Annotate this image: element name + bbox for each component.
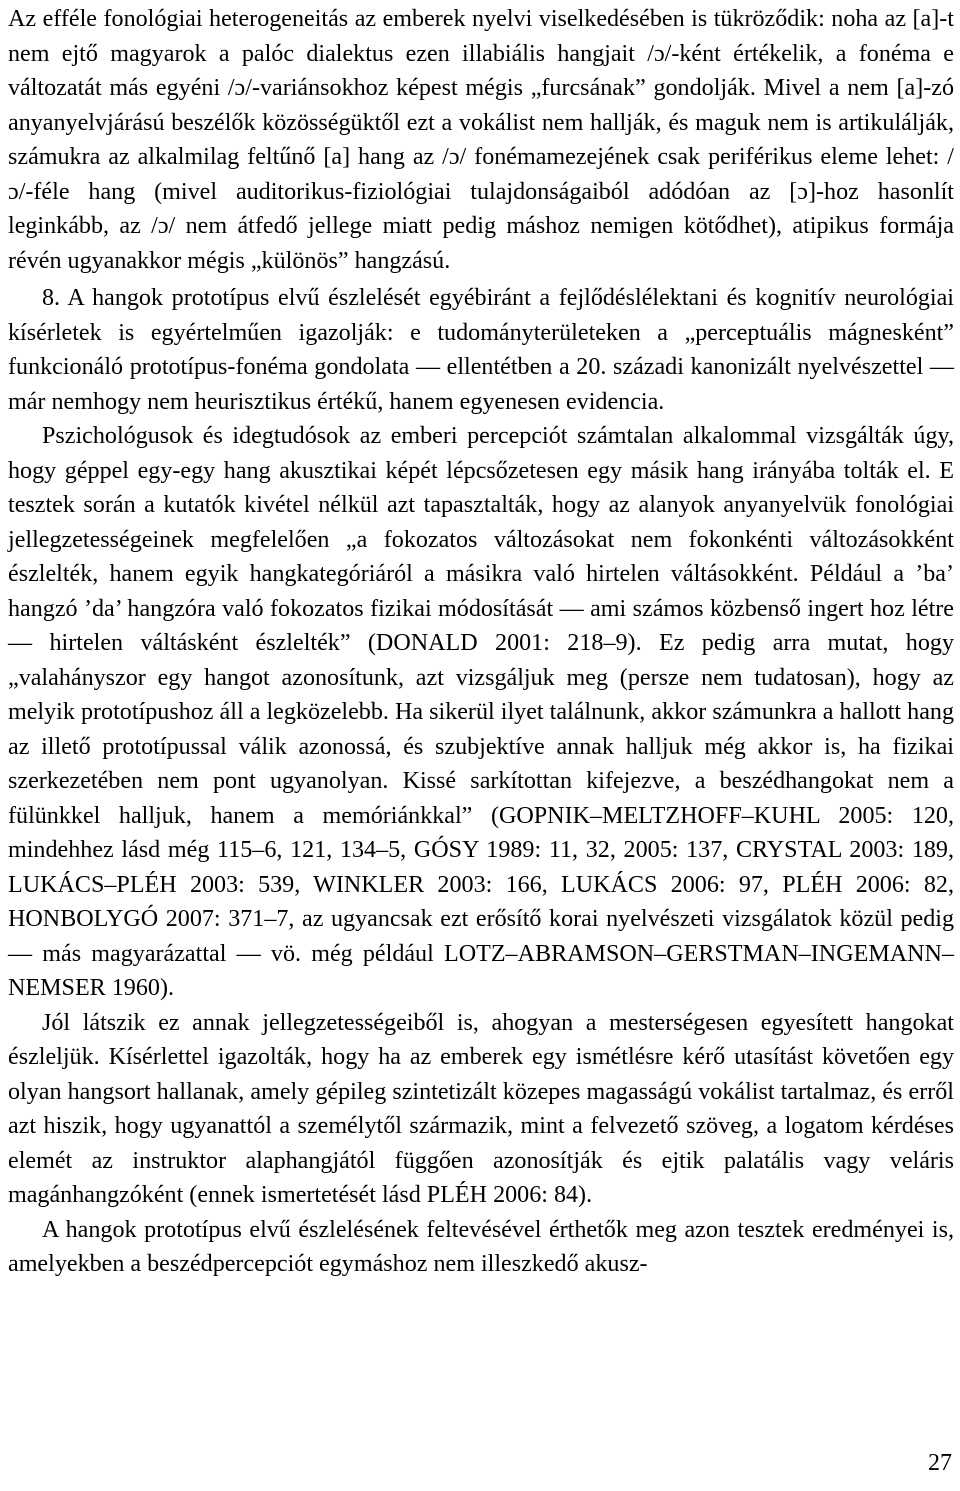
document-page: [8, 2, 954, 1282]
paragraph-1: Az efféle fonológiai heterogeneitás az emberek nyelvi viselkedésében is tükröződik: noha az [a]-t nem ejtő magyarok a palóc dialektus ezen illabiális hangjait /ɔ/-ként értékelik, a fonéma e változatát más egyéni /ɔ/-variánsokhoz képest mégis „furcsának” gondolják. Mivel a nem [a]-zó anyanyelvjárású beszélők közösségüktől ezt a vokálist nem hallják, és maguk nem is artikulálják, számukra az alkalmilag feltűnő [a] hang az /ɔ/ fonémamezejének csak periférikus eleme lehet: /ɔ/-féle hang (mivel auditorikus-fiziológiai tulajdonságaiból adódóan az [ɔ]-hoz hasonlít leginkább, az /ɔ/ nem átfedő jellege miatt pedig máshoz nemigen kötődhet), atipikus formája révén ugyanakkor mégis „különös” hangzású.: [8, 6, 954, 274]
paragraph-3: Pszichológusok és idegtudósok az emberi percepciót számtalan alkalommal vizsgálták úgy, hogy géppel egy-egy hang akusztikai képét lépcsőzetesen egy másik hang irányába tolták el. E tesztek során a kutatók kivétel nélkül azt tapasztalták, hogy az alanyok anyanyelvük fonológiai jellegzetességeinek megfelelően „a fokozatos változásokat nem fokonkénti változásokként észlelték, hanem egyik hangkategóriáról a másikra való hirtelen váltásokként. Például a ’ba’ hangzó ’da’ hangzóra való fokozatos fizikai módosítását — ami számos közbenső ingert hoz létre — hirtelen váltásként észlelték” (DONALD 2001: 218–9). Ez pedig arra mutat, hogy „valahányszor egy hangot azonosítunk, azt vizsgáljuk meg (persze nem tudatosan), hogy az melyik prototípushoz áll a legközelebb. Ha sikerül ilyet találnunk, akkor számunkra a hallott hang az illető prototípussal válik azonossá, és szubjektíve annak halljuk még akkor is, ha fizikai szerkezetében nem pont ugyanolyan. Kissé sarkítottan kifejezve, a beszédhangokat nem a fülünkkel halljuk, hanem a memóriánkkal” (GOPNIK–MELTZHOFF–KUHL 2005: 120, mindehhez lásd még 115–6, 121, 134–5, GÓSY 1989: 11, 32, 2005: 137, CRYSTAL 2003: 189, LUKÁCS–PLÉH 2003: 539, WINKLER 2003: 166, LUKÁCS 2006: 97, PLÉH 2006: 82, HONBOLYGÓ 2007: 371–7, az ugyancsak ezt erősítő korai nyelvészeti vizsgálatok közül pedig — más magyarázattal — vö. még például LOTZ–ABRAMSON–GERSTMAN–INGEMANN–NEMSER 1960).: [8, 423, 954, 1001]
paragraph-2: 8. A hangok prototípus elvű észlelését egyébiránt a fejlődéslélektani és kognitív neurológiai kísérletek is egyértelműen igazolják: e tudományterületeken a „perceptuális mágnesként” funkcionáló prototípus-fonéma gondolata — ellentétben a 20. századi kanonizált nyelvészettel — már nemhogy nem heurisztikus értékű, hanem egyenesen evidencia.: [8, 285, 954, 415]
paragraph-5: A hangok prototípus elvű észlelésének feltevésével érthetők meg azon tesztek eredményei is, amelyekben a beszédpercepciót egymáshoz nem illeszkedő akusz-: [8, 1216, 954, 1277]
paragraph-4: Jól látszik ez annak jellegzetességeiből is, ahogyan a mesterségesen egyesített hangokat észleljük. Kísérlettel igazolták, hogy ha az emberek egy ismétlésre kérő utasítást követően egy olyan hangsort hallanak, amely gépileg szintetizált közepes magasságú vokálist tartalmaz, és erről azt hiszik, hogy ugyanattól a személytől származik, mint a felvezető szöveg, a logatom kérdéses elemét az instruktor alaphangjától függően azonosítják és ejtik palatális vagy veláris magánhangzóként (ennek ismertetését lásd PLÉH 2006: 84).: [8, 1009, 954, 1208]
page-number: 27: [928, 1450, 952, 1476]
